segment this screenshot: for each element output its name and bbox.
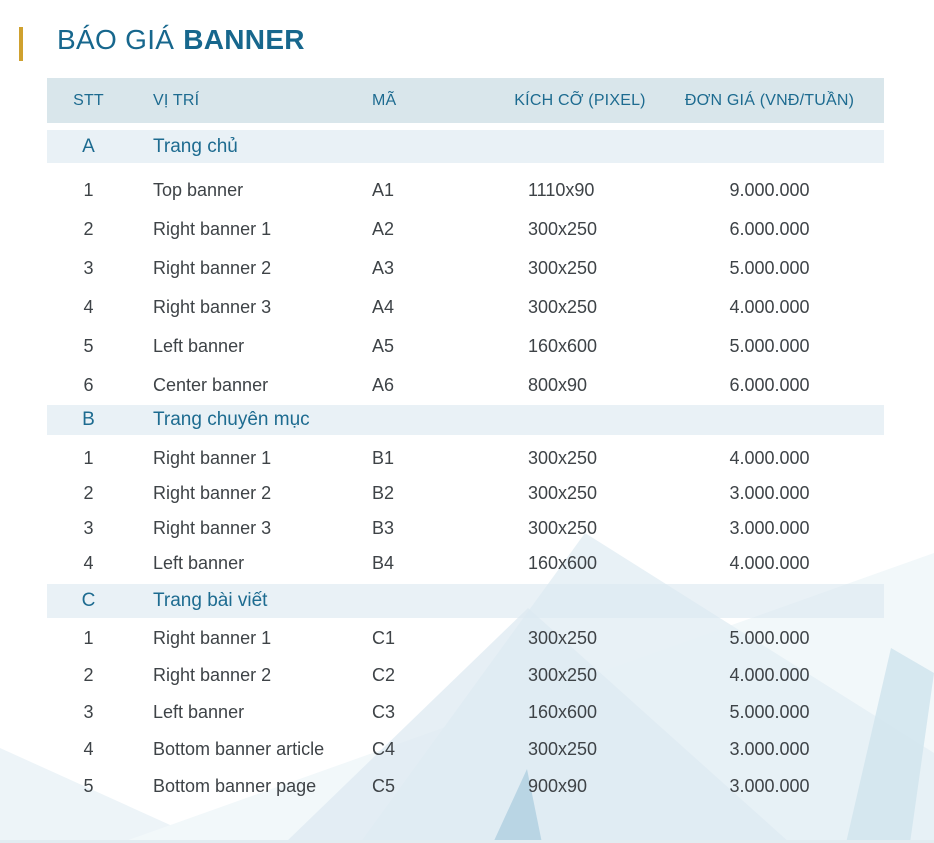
stt-cell: 1 [83, 180, 94, 200]
table-row [47, 441, 884, 476]
code-cell: C1 [372, 628, 396, 648]
section-a-rows [47, 163, 884, 405]
price-cell: 6.000.000 [729, 219, 810, 239]
code-cell: A5 [372, 336, 395, 356]
stt-cell: 1 [83, 448, 94, 468]
price-cell: 4.000.000 [729, 297, 810, 317]
stt-cell: 2 [83, 219, 94, 239]
section-b-rows [47, 435, 884, 581]
code-cell: A2 [372, 219, 395, 239]
price-cell: 5.000.000 [729, 702, 810, 722]
table-header-row [47, 78, 884, 123]
table-row [47, 366, 884, 405]
stt-cell: 4 [83, 297, 94, 317]
stt-cell: 5 [83, 776, 94, 796]
title-accent-bar [19, 27, 23, 61]
position-cell: Left banner [153, 553, 245, 573]
price-cell: 6.000.000 [729, 375, 810, 395]
position-cell: Top banner [153, 180, 244, 200]
section-letter: B [82, 409, 95, 430]
table-row [47, 620, 884, 657]
code-cell: C3 [372, 702, 396, 722]
table-row [47, 731, 884, 768]
stt-cell: 3 [83, 702, 94, 722]
code-cell: A6 [372, 375, 395, 395]
stt-cell: 5 [83, 336, 94, 356]
price-cell: 5.000.000 [729, 336, 810, 356]
code-cell: B2 [372, 483, 395, 503]
size-cell: 300x250 [528, 665, 598, 685]
table-row [47, 327, 884, 366]
position-cell: Right banner 3 [153, 297, 272, 317]
stt-cell: 4 [83, 553, 94, 573]
section-header-row [47, 405, 884, 435]
position-cell: Right banner 2 [153, 665, 272, 685]
section-title: Trang bài viết [153, 590, 268, 611]
position-cell: Right banner 2 [153, 483, 272, 503]
position-cell: Right banner 1 [153, 448, 272, 468]
section-c-rows [47, 618, 884, 805]
section-header-row [47, 130, 884, 163]
stt-cell: 2 [83, 665, 94, 685]
position-cell: Left banner [153, 336, 245, 356]
table-row [47, 694, 884, 731]
price-cell: 3.000.000 [729, 739, 810, 759]
size-cell: 300x250 [528, 518, 598, 538]
size-cell: 300x250 [528, 219, 598, 239]
price-cell: 5.000.000 [729, 258, 810, 278]
size-cell: 160x600 [528, 553, 598, 573]
table-row [47, 546, 884, 581]
size-cell: 300x250 [528, 739, 598, 759]
size-cell: 160x600 [528, 702, 598, 722]
position-cell: Center banner [153, 375, 269, 395]
stt-cell: 3 [83, 258, 94, 278]
column-header-kichco: KÍCH CỠ (PIXEL) [514, 91, 646, 109]
section-title: Trang chủ [153, 135, 238, 157]
column-header-dongia: ĐƠN GIÁ (VNĐ/TUẦN) [684, 91, 855, 109]
table-row [47, 511, 884, 546]
table-row [47, 288, 884, 327]
price-cell: 9.000.000 [729, 180, 810, 200]
position-cell: Right banner 2 [153, 258, 272, 278]
banner-price-table [47, 78, 884, 805]
position-cell: Right banner 1 [153, 628, 272, 648]
price-cell: 5.000.000 [729, 628, 810, 648]
stt-cell: 4 [83, 739, 94, 759]
section-letter: C [81, 590, 96, 611]
size-cell: 300x250 [528, 448, 598, 468]
size-cell: 800x90 [528, 375, 588, 395]
table-row [47, 210, 884, 249]
page-title-bold: BANNER [183, 24, 305, 55]
code-cell: A4 [372, 297, 395, 317]
table-row [47, 476, 884, 511]
stt-cell: 6 [83, 375, 94, 395]
price-cell: 3.000.000 [729, 483, 810, 503]
table-row [47, 249, 884, 288]
position-cell: Left banner [153, 702, 245, 722]
size-cell: 300x250 [528, 297, 598, 317]
size-cell: 160x600 [528, 336, 598, 356]
size-cell: 300x250 [528, 628, 598, 648]
code-cell: B3 [372, 518, 395, 538]
section-title: Trang chuyên mục [153, 409, 310, 430]
table-row [47, 657, 884, 694]
code-cell: B4 [372, 553, 395, 573]
size-cell: 300x250 [528, 483, 598, 503]
code-cell: C5 [372, 776, 396, 796]
price-cell: 4.000.000 [729, 553, 810, 573]
stt-cell: 2 [83, 483, 94, 503]
column-header-stt: STT [73, 91, 104, 109]
price-cell: 4.000.000 [729, 448, 810, 468]
price-cell: 4.000.000 [729, 665, 810, 685]
size-cell: 900x90 [528, 776, 588, 796]
price-cell: 3.000.000 [729, 518, 810, 538]
position-cell: Right banner 3 [153, 518, 272, 538]
code-cell: C2 [372, 665, 396, 685]
position-cell: Bottom banner page [153, 776, 317, 796]
code-cell: B1 [372, 448, 395, 468]
code-cell: A1 [372, 180, 395, 200]
page-title [57, 24, 305, 56]
stt-cell: 3 [83, 518, 94, 538]
stt-cell: 1 [83, 628, 94, 648]
size-cell: 1110x90 [528, 180, 595, 200]
position-cell: Right banner 1 [153, 219, 272, 239]
column-header-ma: MÃ [372, 91, 397, 109]
code-cell: C4 [372, 739, 396, 759]
size-cell: 300x250 [528, 258, 598, 278]
column-header-vitri: VỊ TRÍ [153, 91, 200, 109]
page-title-regular: BÁO GIÁ [57, 24, 175, 55]
section-letter: A [82, 135, 95, 157]
table-row [47, 171, 884, 210]
table-row [47, 768, 884, 805]
position-cell: Bottom banner article [153, 739, 325, 759]
price-cell: 3.000.000 [729, 776, 810, 796]
section-header-row [47, 584, 884, 618]
code-cell: A3 [372, 258, 395, 278]
